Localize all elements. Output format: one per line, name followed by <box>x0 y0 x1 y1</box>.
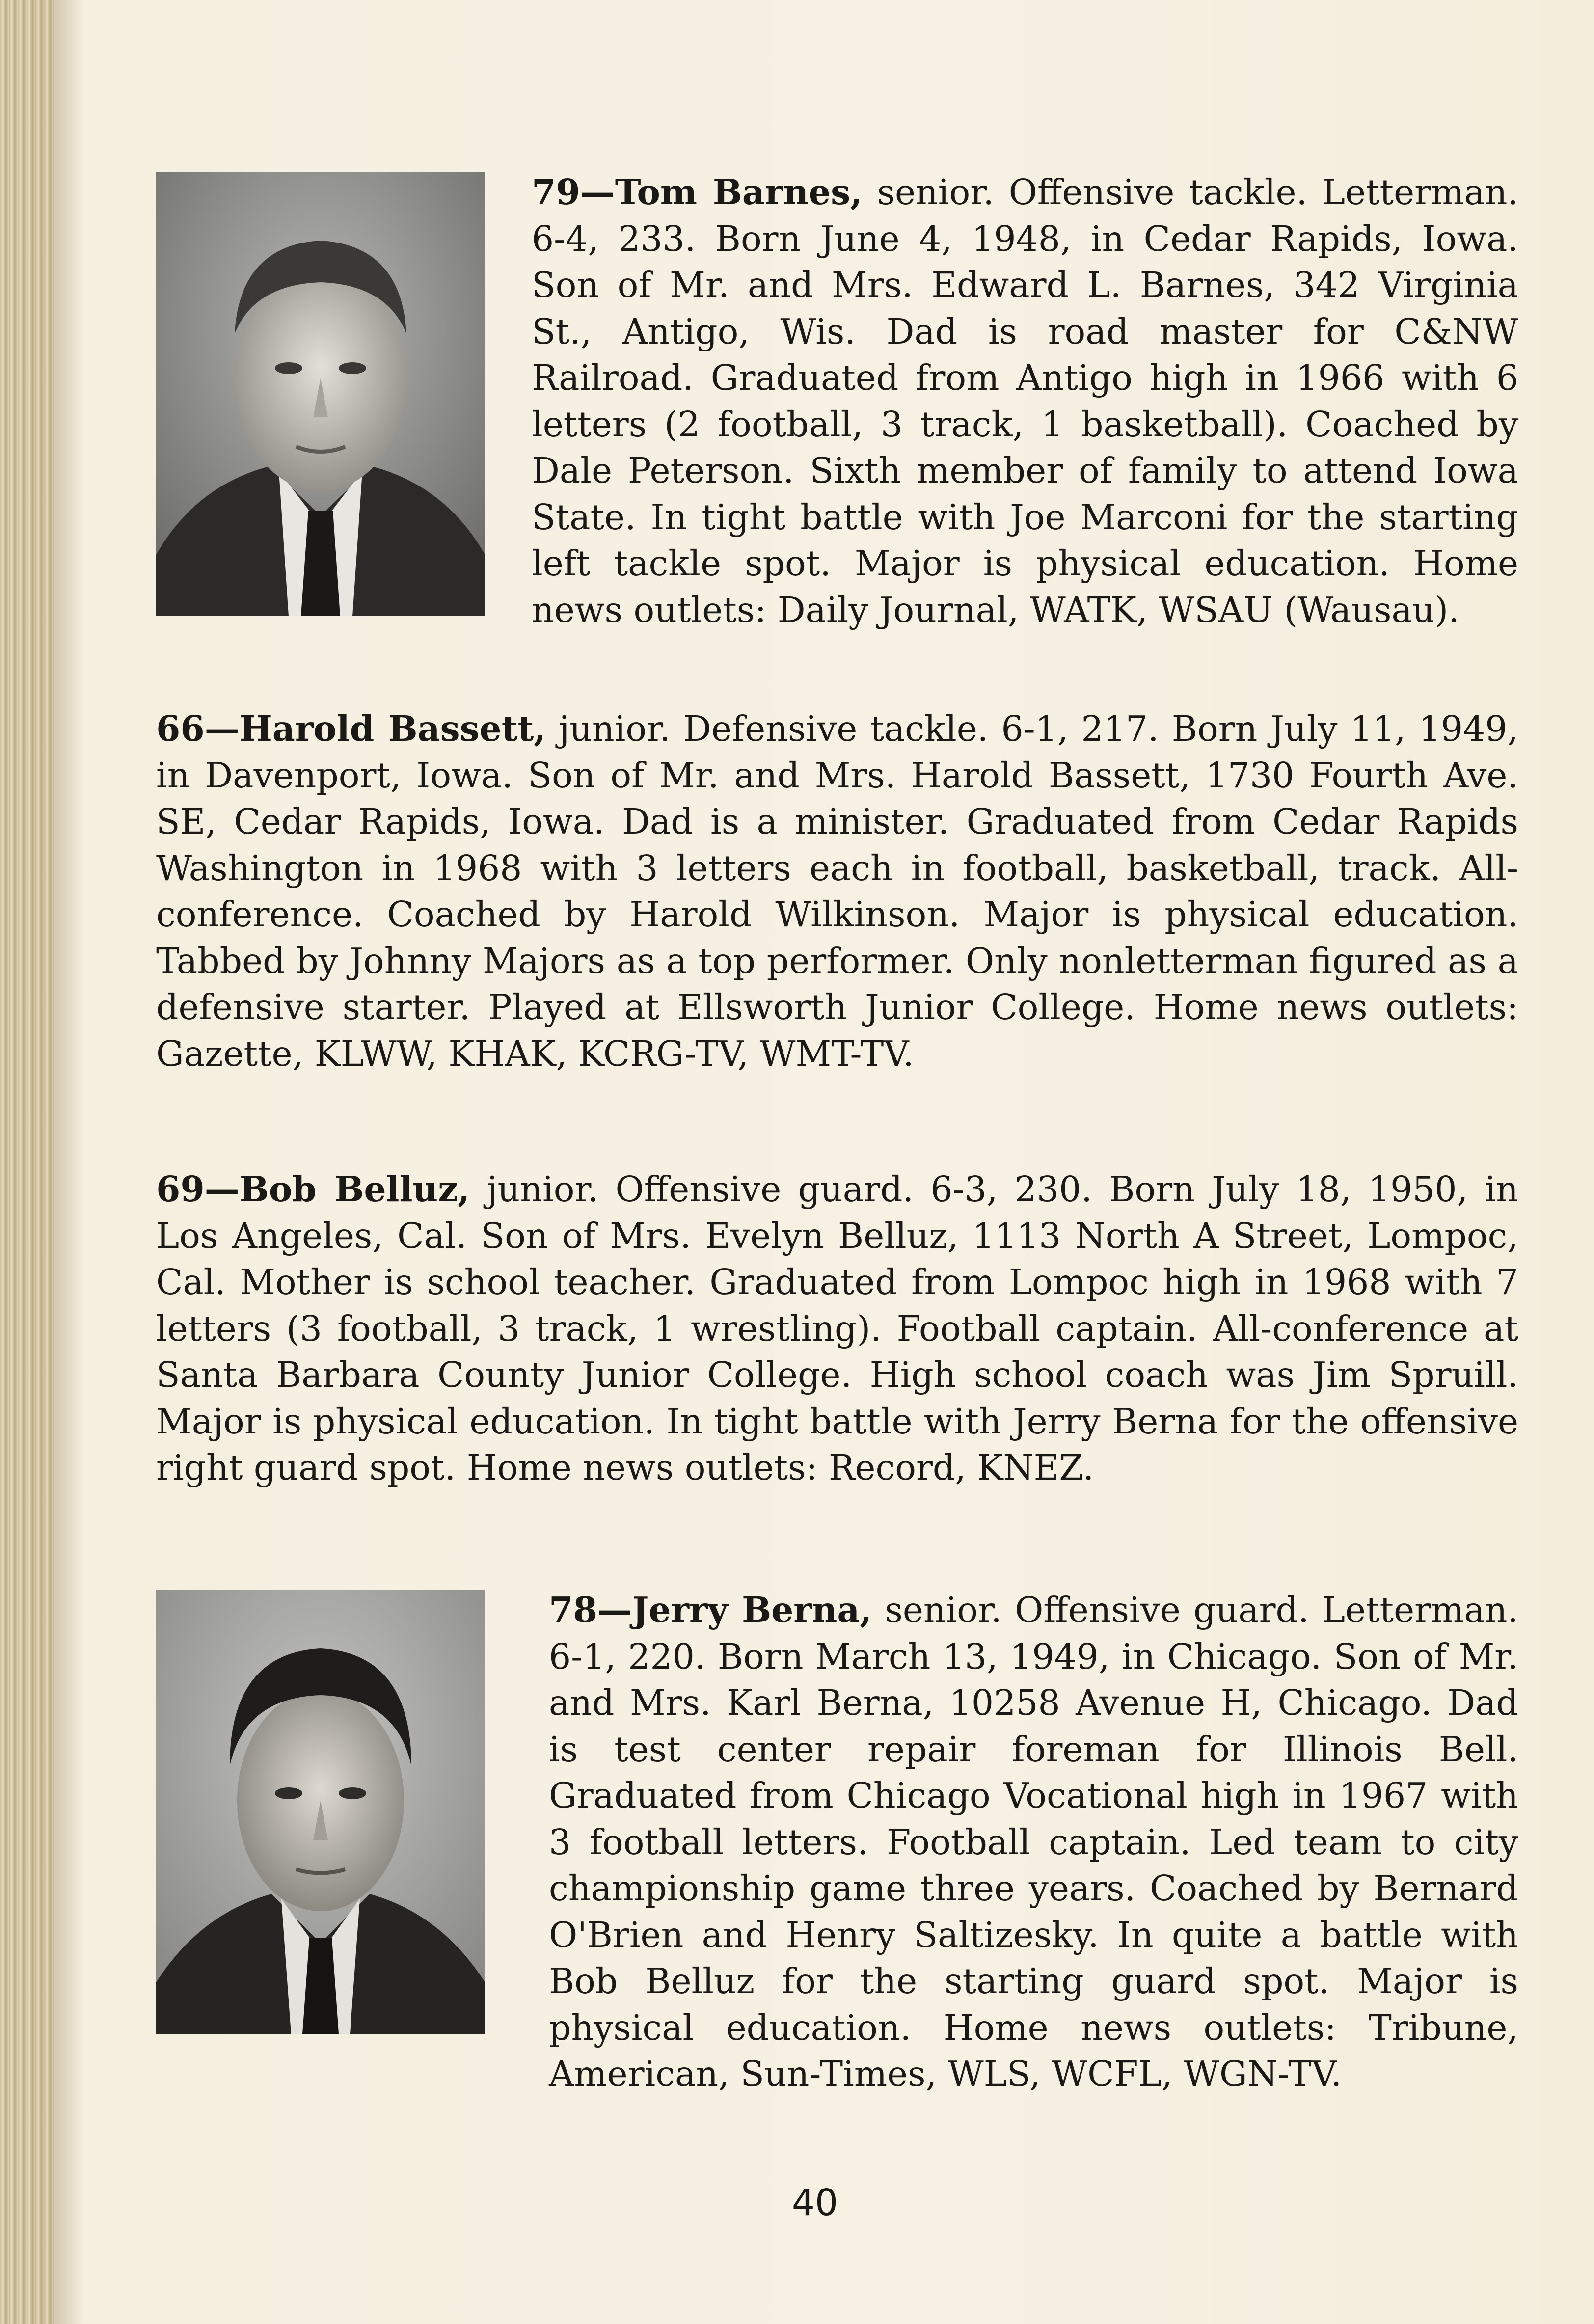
page-number: 40 <box>791 2182 838 2224</box>
entry-name: 66—Harold Bassett, <box>156 708 546 749</box>
entry-text: senior. Offensive tackle. Letterman. 6-4, 233. Born June 4, 1948, in Cedar Rapids, Iowa. Son of Mr. and Mrs. Edward L. Barnes, 342 Virginia St., Antigo, Wis. Dad is road master for C&NW Railroad. Graduated from Antigo high in 1966 with 6 letters (2 football, 3 track, 1 basketball). Coached by Dale Peterson. Sixth member of family to attend Iowa State. In tight battle with Joe Marconi for the starting left tackle spot. Major is physical education. Home news outlets: Daily Journal, WATK, WSAU (Wausau). <box>532 172 1518 630</box>
entry-name: 78—Jerry Berna, <box>549 1589 872 1630</box>
tom-barnes-portrait <box>156 172 485 616</box>
entry-bob-belluz <box>156 1166 1518 1491</box>
entry-jerry-berna <box>549 1587 1518 2098</box>
jerry-berna-portrait <box>156 1590 485 2034</box>
entry-name: 79—Tom Barnes, <box>532 171 863 213</box>
entry-text: junior. Offensive guard. 6-3, 230. Born July 18, 1950, in Los Angeles, Cal. Son of Mrs. Evelyn Belluz, 1113 North A Street, Lompoc, Cal. Mother is school teacher. Graduated from Lompoc high in 1968 with 7 letters (3 football, 3 track, 1 wrestling). Football captain. All-conference at Santa Barbara County Junior College. High school coach was Jim Spruill. Major is physical education. In tight battle with Jerry Berna for the offensive right guard spot. Home news outlets: Record, KNEZ. <box>156 1169 1518 1488</box>
entry-tom-barnes <box>532 169 1518 633</box>
entry-name: 69—Bob Belluz, <box>156 1168 470 1210</box>
entry-text: senior. Offensive guard. Letterman. 6-1, 220. Born March 13, 1949, in Chicago. Son of Mr. and Mrs. Karl Berna, 10258 Avenue H, Chicago. Dad is test center repair foreman for Illinois Bell. Graduated from Chicago Vocational high in 1967 with 3 football letters. Football captain. Led team to city championship game three years. Coached by Bernard O'Brien and Henry Saltizesky. In quite a battle with Bob Belluz for the starting guard spot. Major is physical education. Home news outlets: Tribune, American, Sun-Times, WLS, WCFL, WGN-TV. <box>549 1590 1518 2094</box>
entry-harold-bassett <box>156 705 1518 1077</box>
binding-shadow <box>55 0 84 2324</box>
entry-text: junior. Defensive tackle. 6-1, 217. Born July 11, 1949, in Davenport, Iowa. Son of Mr. and Mrs. Harold Bassett, 1730 Fourth Ave. SE, Cedar Rapids, Iowa. Dad is a minister. Graduated from Cedar Rapids Washington in 1968 with 3 letters each in football, basketball, track. All-conference. Coached by Harold Wilkinson. Major is physical education. Tabbed by Johnny Majors as a top performer. Only nonletterman figured as a defensive starter. Played at Ellsworth Junior College. Home news outlets: Gazette, KLWW, KHAK, KCRG-TV, WMT-TV. <box>156 708 1519 1074</box>
page-binding-edge <box>0 0 55 2324</box>
